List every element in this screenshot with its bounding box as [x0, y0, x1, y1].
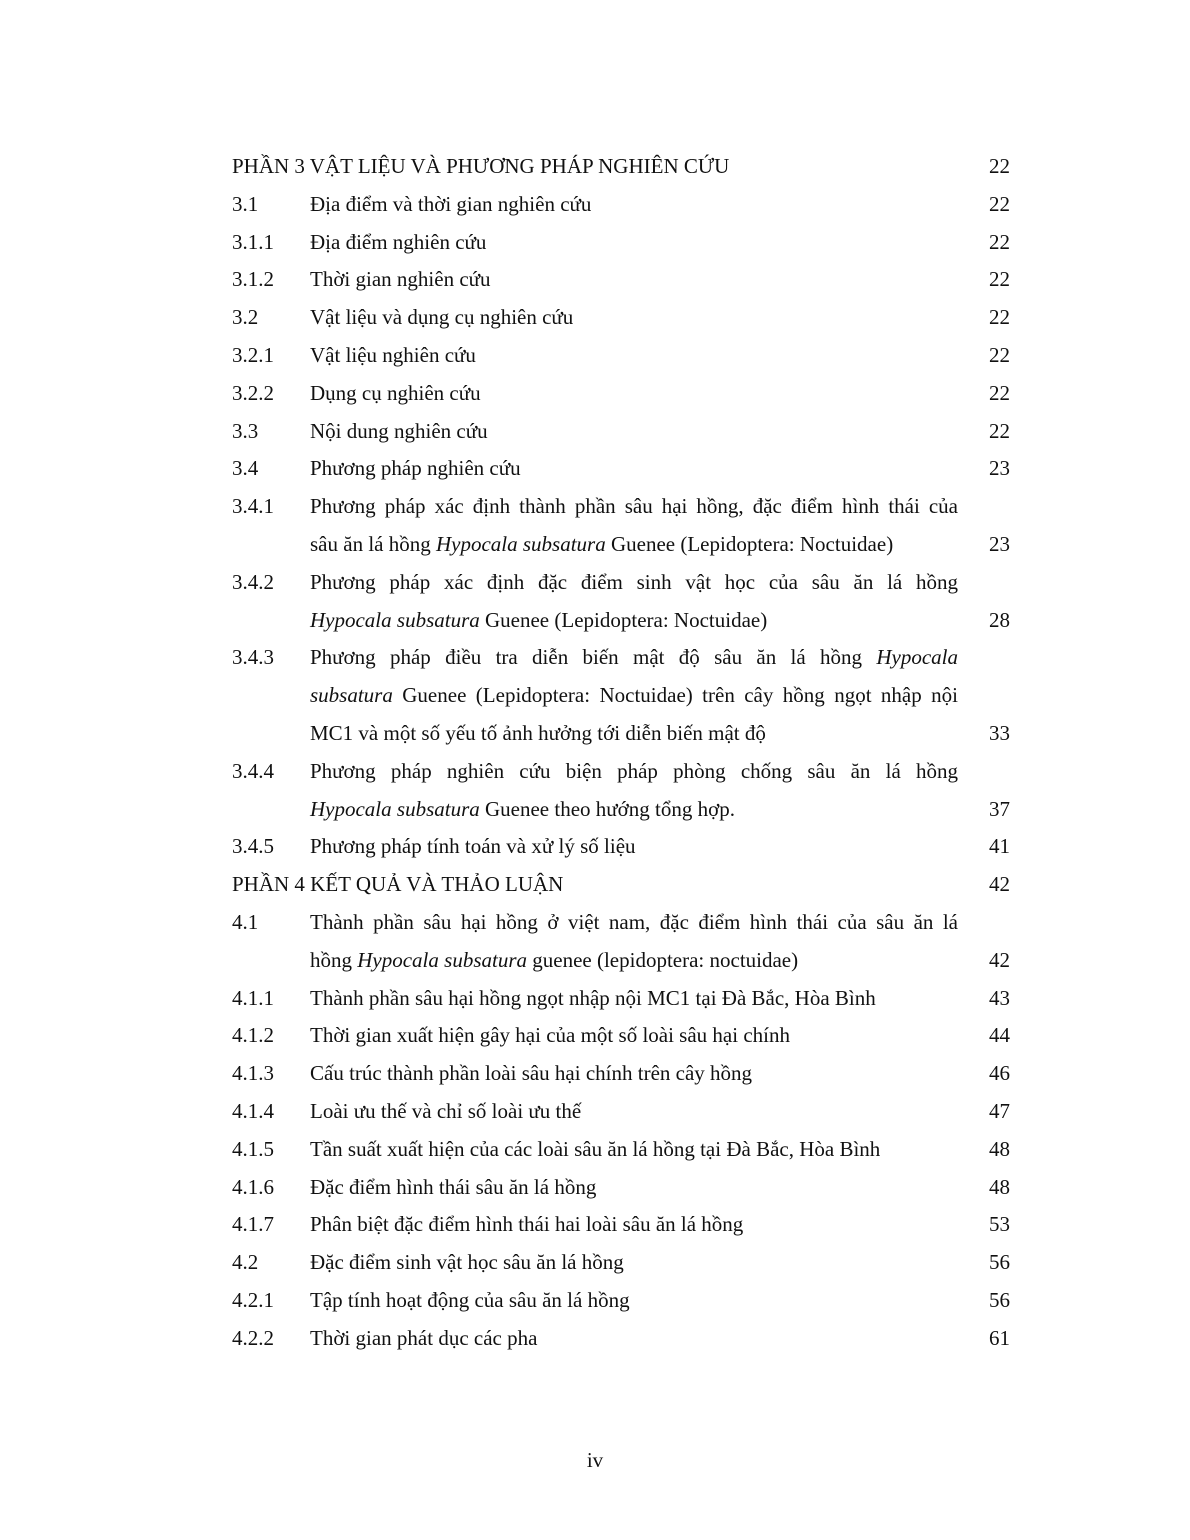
toc-page-number: 42 — [989, 947, 1010, 972]
species-name-italic: subsatura — [310, 683, 393, 708]
toc-section-title: Thành phần sâu hại hồng ngọt nhập nội MC1 tại Đà Bắc, Hòa Bình — [310, 985, 876, 1010]
toc-page-number: 22 — [989, 305, 1010, 330]
toc-entry — [232, 186, 1010, 224]
toc-entry-multiline — [232, 488, 1010, 564]
title-text-segment: sâu ăn lá hồng — [310, 531, 436, 556]
toc-entry-multiline — [232, 639, 1010, 752]
toc-section-title: Thời gian xuất hiện gây hại của một số loài sâu hại chính — [310, 1023, 790, 1048]
toc-page-number: 56 — [989, 1250, 1010, 1275]
toc-section-title-line — [310, 904, 958, 942]
species-name-italic: Hypocala subsatura — [435, 531, 606, 556]
toc-entry — [232, 299, 1010, 337]
toc-entry-line — [232, 639, 1010, 677]
toc-heading-title: PHẦN 3 VẬT LIỆU VÀ PHƯƠNG PHÁP NGHIÊN CỨU — [232, 154, 730, 178]
title-text-segment: MC1 và một số yếu tố ảnh hưởng tới diễn biến mật độ — [310, 720, 766, 745]
toc-section-title-line — [310, 602, 958, 640]
toc-page-number: 47 — [989, 1098, 1010, 1123]
toc-entry — [232, 1169, 1010, 1207]
toc-section-title: Vật liệu và dụng cụ nghiên cứu — [310, 305, 574, 330]
toc-entry-line — [232, 791, 1010, 829]
toc-entry-line — [232, 526, 1010, 564]
toc-entry-line — [232, 488, 1010, 526]
toc-section-title-line — [310, 753, 958, 791]
toc-section-title: Phương pháp nghiên cứu — [310, 456, 521, 481]
toc-section-title-line — [310, 488, 958, 526]
title-text-segment: Guenee (Lepidoptera: Noctuidae) trên cây hồng ngọt nhập nội — [392, 683, 958, 708]
toc-page-number: 22 — [989, 342, 1010, 367]
toc-section-title-line — [310, 715, 958, 753]
toc-section-number: 3.2.1 — [232, 342, 274, 367]
toc-section-number: 4.1 — [232, 909, 259, 934]
toc-page-number: 33 — [989, 720, 1010, 745]
toc-section-number: 3.2 — [232, 305, 259, 330]
title-text-segment: Phương pháp xác định thành phần sâu hại hồng, đặc điểm hình thái của — [310, 494, 958, 519]
toc-section-title-line — [310, 526, 958, 564]
title-text-segment: Guenee (Lepidoptera: Noctuidae) — [605, 531, 894, 556]
toc-entry — [232, 224, 1010, 262]
title-text-segment: Phương pháp điều tra diễn biến mật độ sâu ăn lá hồng — [310, 645, 877, 670]
toc-page-number: 22 — [989, 154, 1010, 178]
toc-page-number: 61 — [989, 1325, 1010, 1350]
toc-section-number: 4.1.3 — [232, 1061, 274, 1086]
toc-section-number: 3.4.1 — [232, 494, 274, 519]
title-text-segment: Guenee theo hướng tổng hợp. — [479, 796, 735, 821]
species-name-italic: Hypocala — [876, 645, 958, 670]
toc-entry — [232, 1206, 1010, 1244]
toc-section-title: Cấu trúc thành phần loài sâu hại chính trên cây hồng — [310, 1061, 753, 1086]
toc-section-title: Thời gian phát dục các pha — [310, 1325, 538, 1350]
title-text-segment: Guenee (Lepidoptera: Noctuidae) — [479, 607, 768, 632]
toc-section-number: 4.1.1 — [232, 985, 274, 1010]
toc-page-number: 22 — [989, 191, 1010, 216]
toc-section-title: Phân biệt đặc điểm hình thái hai loài sâu ăn lá hồng — [310, 1212, 744, 1237]
toc-section-number: 3.3 — [232, 418, 259, 443]
toc-entry-line — [232, 942, 1010, 980]
toc-entry — [232, 1320, 1010, 1358]
title-text-segment: guenee (lepidoptera: noctuidae) — [527, 947, 799, 972]
toc-entry-line — [232, 602, 1010, 640]
page-number: iv — [586, 1448, 604, 1472]
toc-page-number: 46 — [989, 1061, 1010, 1086]
toc-entry — [232, 1282, 1010, 1320]
toc-section-number: 4.2.1 — [232, 1287, 274, 1312]
toc-page-number: 22 — [989, 267, 1010, 292]
toc-section-title: Thời gian nghiên cứu — [310, 267, 491, 292]
toc-section-number: 3.4.4 — [232, 758, 274, 783]
toc-entry — [232, 337, 1010, 375]
toc-entry — [232, 450, 1010, 488]
toc-section-title-line — [310, 791, 958, 829]
toc-page-number: 22 — [989, 418, 1010, 443]
toc-page-number: 48 — [989, 1174, 1010, 1199]
toc-entry — [232, 828, 1010, 866]
toc-section-title: Phương pháp tính toán và xử lý số liệu — [310, 834, 636, 859]
toc-entry — [232, 375, 1010, 413]
toc-page-number: 53 — [989, 1212, 1010, 1237]
toc-section-number: 3.1.1 — [232, 229, 274, 254]
toc-page-number: 48 — [989, 1136, 1010, 1161]
toc-section-number: 4.1.2 — [232, 1023, 274, 1048]
toc-section-title: Vật liệu nghiên cứu — [310, 342, 476, 367]
title-text-segment: Thành phần sâu hại hồng ở việt nam, đặc điểm hình thái của sâu ăn lá — [310, 909, 958, 934]
toc-entry-line — [232, 753, 1010, 791]
species-name-italic: Hypocala subsatura — [310, 796, 480, 821]
toc-page-number: 22 — [989, 229, 1010, 254]
toc-entry-line — [232, 564, 1010, 602]
toc-entry-line — [232, 715, 1010, 753]
toc-section-number: 3.1 — [232, 191, 259, 216]
toc-section-number: 3.4.2 — [232, 569, 274, 594]
toc-entry — [232, 1055, 1010, 1093]
title-text-segment: Phương pháp nghiên cứu biện pháp phòng chống sâu ăn lá hồng — [310, 758, 958, 783]
toc-section-number: 3.4.5 — [232, 834, 274, 859]
toc-entry-multiline — [232, 753, 1010, 829]
toc-section-title-line — [310, 942, 958, 980]
species-name-italic: Hypocala subsatura — [310, 607, 480, 632]
toc-heading-row — [232, 866, 1010, 904]
toc-section-number: 4.1.4 — [232, 1098, 274, 1123]
toc-page-number: 28 — [989, 607, 1010, 632]
toc-section-title-line — [310, 677, 958, 715]
toc-section-title-line — [310, 564, 958, 602]
toc-section-number: 3.2.2 — [232, 380, 274, 405]
toc-page-number: 37 — [989, 796, 1010, 821]
toc-entry-multiline — [232, 904, 1010, 980]
toc-entry-line — [232, 904, 1010, 942]
toc-section-title-line — [310, 639, 958, 677]
toc-entry — [232, 413, 1010, 451]
toc-section-title: Loài ưu thế và chỉ số loài ưu thế — [310, 1098, 582, 1123]
toc-section-title: Tập tính hoạt động của sâu ăn lá hồng — [310, 1287, 630, 1312]
toc-page-number: 42 — [989, 872, 1010, 897]
toc-section-title: Địa điểm và thời gian nghiên cứu — [310, 191, 592, 216]
toc-heading-row — [232, 148, 1010, 186]
toc-section-number: 4.2.2 — [232, 1325, 274, 1350]
toc-page-number: 56 — [989, 1287, 1010, 1312]
toc-page-number: 41 — [989, 834, 1010, 859]
toc-entry — [232, 1244, 1010, 1282]
toc-section-title: Đặc điểm hình thái sâu ăn lá hồng — [310, 1174, 597, 1199]
toc-page-number: 44 — [989, 1023, 1010, 1048]
toc-entry-multiline — [232, 564, 1010, 640]
table-of-contents — [232, 148, 1010, 1358]
toc-section-title: Địa điểm nghiên cứu — [310, 229, 487, 254]
title-text-segment: hồng — [310, 947, 358, 972]
toc-entry — [232, 261, 1010, 299]
toc-section-number: 4.2 — [232, 1250, 259, 1275]
toc-heading-title: PHẦN 4 KẾT QUẢ VÀ THẢO LUẬN — [232, 872, 564, 897]
toc-section-number: 3.4.3 — [232, 645, 274, 670]
toc-section-title: Nội dung nghiên cứu — [310, 418, 488, 443]
toc-entry-line — [232, 677, 1010, 715]
toc-entry — [232, 1017, 1010, 1055]
toc-section-number: 3.4 — [232, 456, 259, 481]
toc-section-number: 4.1.5 — [232, 1136, 274, 1161]
toc-section-number: 4.1.7 — [232, 1212, 274, 1237]
toc-section-number: 4.1.6 — [232, 1174, 274, 1199]
toc-page-number: 23 — [989, 456, 1010, 481]
toc-entry — [232, 980, 1010, 1018]
toc-entry — [232, 1093, 1010, 1131]
title-text-segment: Phương pháp xác định đặc điểm sinh vật học của sâu ăn lá hồng — [310, 569, 958, 594]
toc-page-number: 23 — [989, 531, 1010, 556]
toc-section-title: Đặc điểm sinh vật học sâu ăn lá hồng — [310, 1250, 624, 1275]
toc-entry — [232, 1131, 1010, 1169]
toc-section-title: Tần suất xuất hiện của các loài sâu ăn lá hồng tại Đà Bắc, Hòa Bình — [310, 1136, 881, 1161]
toc-page-number: 43 — [989, 985, 1010, 1010]
toc-page-number: 22 — [989, 380, 1010, 405]
toc-section-number: 3.1.2 — [232, 267, 274, 292]
species-name-italic: Hypocala subsatura — [357, 947, 527, 972]
toc-section-title: Dụng cụ nghiên cứu — [310, 380, 481, 405]
